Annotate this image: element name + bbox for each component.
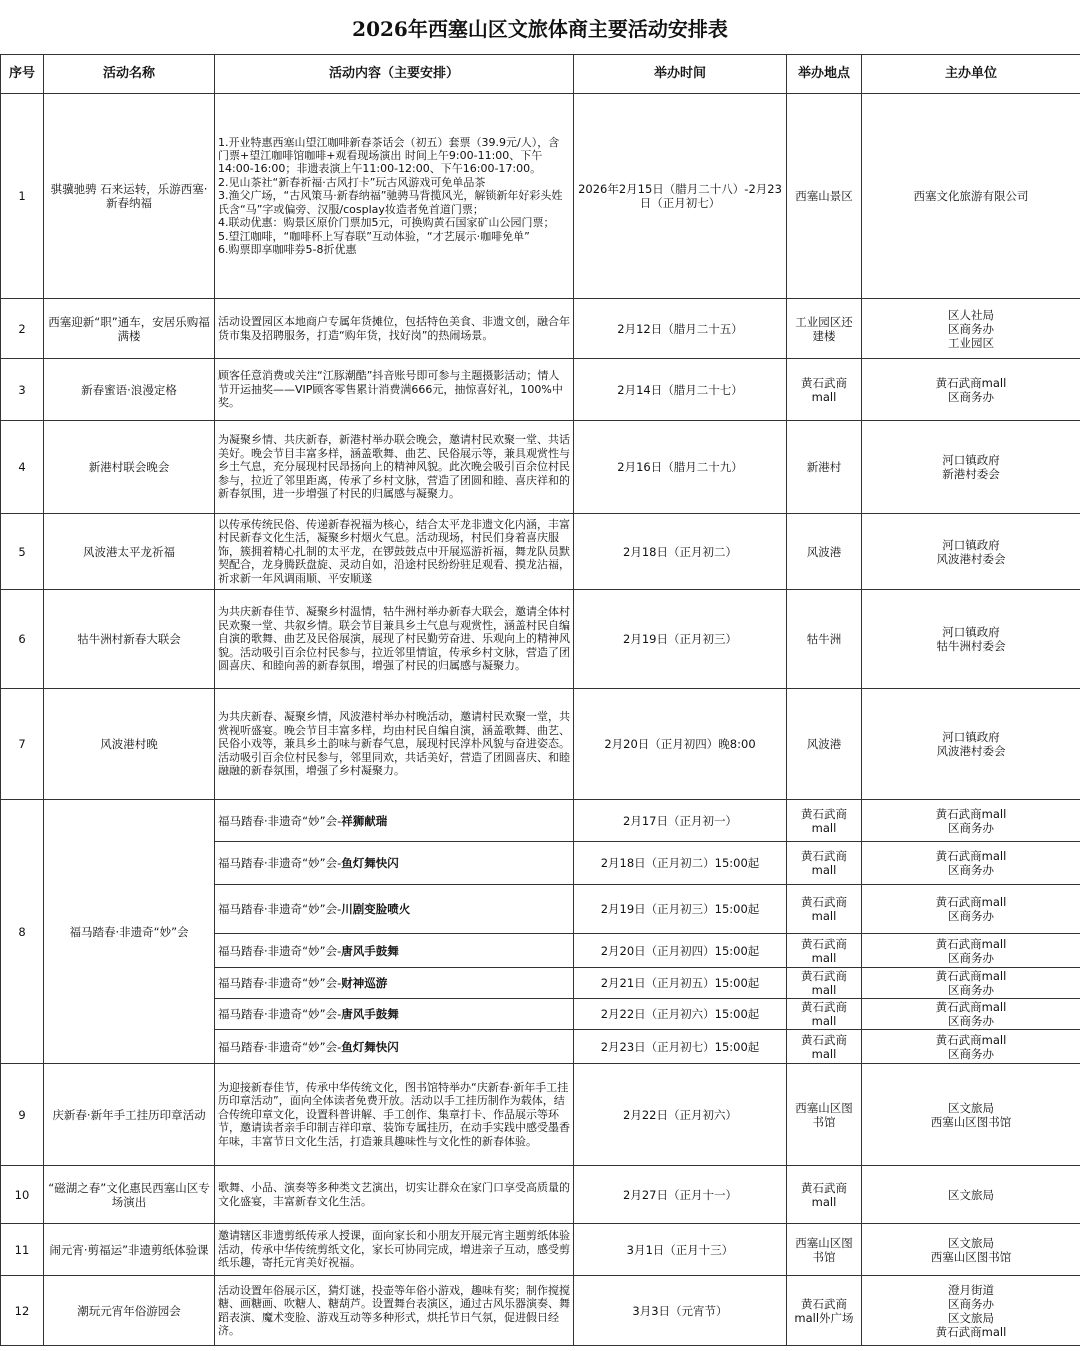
table-row	[1, 1276, 1080, 1346]
row-host: 黄石武商mall 区商务办	[862, 885, 1080, 934]
row-time: 2月19日（正月初三）15:00起	[574, 885, 787, 934]
row-name: 新港村联会晚会	[44, 421, 215, 514]
row-content: 为凝聚乡情、共庆新春，新港村举办联会晚会，邀请村民欢聚一堂、共话美好。晚会节目丰富多样，涵盖歌舞、曲艺、民俗展示等，兼具观赏性与乡土气息，充分展现村民昂扬向上的精神风貌。此次晚会吸引百余位村民参与，拉近了邻里距离，传承了乡村文脉，营造了团圆和睦、喜庆祥和的新春氛围，进一步增强了村民的归属感与凝聚力。	[215, 421, 574, 514]
row-time: 2月27日（正月十一）	[574, 1166, 787, 1224]
row-no: 9	[1, 1064, 44, 1166]
row-host: 黄石武商mall 区商务办	[862, 800, 1080, 842]
row-place: 黄石武商mall	[787, 999, 862, 1030]
header-place: 举办地点	[787, 55, 862, 94]
row-host: 河口镇政府 风波港村委会	[862, 514, 1080, 590]
row-name: 风波港太平龙祈福	[44, 514, 215, 590]
row-no: 2	[1, 299, 44, 359]
row-name: 福马踏春·非遗奇“妙”会	[44, 800, 215, 1064]
row-name: 闹元宵·剪福运”非遗剪纸体验课	[44, 1224, 215, 1276]
row-name: 西塞迎新“职”通车，安居乐购福满楼	[44, 299, 215, 359]
row-place: 黄石武商mall	[787, 842, 862, 885]
table-row	[1, 421, 1080, 514]
row-host: 黄石武商mall 区商务办	[862, 1030, 1080, 1064]
content-item: 川剧变脸喷火	[341, 902, 411, 916]
row-time: 2月21日（正月初五）15:00起	[574, 968, 787, 999]
row-no: 5	[1, 514, 44, 590]
row-content	[215, 1030, 574, 1064]
row-no: 4	[1, 421, 44, 514]
row-content: 1.开业特惠西塞山望江咖啡新春茶话会（初五）套票（39.9元/人），含门票+望江咖啡馆咖啡+观看现场演出 时间上午9:00-11:00、下午14:00-16:00；非遗表演上午11:00-12:00、下午16:00-17:00。 2.见山茶社“新春祈福·古风打卡”玩古风游戏可免单品茶 3.渔父广场，“古风策马·新春纳福”驰骋马背揽风光，解锁新年好彩头姓氏含“马”字或偏旁、汉服/cosplay妆造者免首道门票； 4.联动优惠：购景区原价门票加5元，可换购黄石国家矿山公园门票； 5.望江咖啡，“咖啡杯上写春联”互动体验，“才艺展示·咖啡免单” 6.购票即享咖啡券5-8折优惠	[215, 94, 574, 299]
row-content	[215, 842, 574, 885]
row-time: 2月19日（正月初三）	[574, 590, 787, 689]
row-host: 澄月街道 区商务办 区文旅局 黄石武商mall	[862, 1276, 1080, 1346]
table-row	[1, 800, 1080, 842]
header-host: 主办单位	[862, 55, 1080, 94]
row-time: 2月14日（腊月二十七）	[574, 359, 787, 421]
row-time: 3月3日（元宵节）	[574, 1276, 787, 1346]
row-content	[215, 999, 574, 1030]
row-content: 为共庆新春佳节、凝聚乡村温情，牯牛洲村举办新春大联会，邀请全体村民欢聚一堂、共叙乡情。联会节目兼具乡土气息与观赏性，涵盖村民自编自演的歌舞、曲艺及民俗展演，展现了村民勤劳奋进、乐观向上的精神风貌。活动吸引百余位村民参与，拉近邻里情谊，传承乡村文脉，营造了团圆喜庆、和睦向善的新春氛围，增强了村民的归属感与凝聚力。	[215, 590, 574, 689]
content-item: 唐风手鼓舞	[341, 943, 399, 958]
table-row	[1, 94, 1080, 299]
table-row	[1, 359, 1080, 421]
row-place: 风波港	[787, 689, 862, 800]
row-host: 河口镇政府 风波港村委会	[862, 689, 1080, 800]
row-no: 12	[1, 1276, 44, 1346]
content-prefix: 福马踏春·非遗奇“妙”会-	[218, 856, 342, 870]
row-host: 河口镇政府 牯牛洲村委会	[862, 590, 1080, 689]
table-header-row	[1, 55, 1080, 94]
row-name: 潮玩元宵年俗游园会	[44, 1276, 215, 1346]
row-no: 7	[1, 689, 44, 800]
content-prefix: 福马踏春·非遗奇“妙”会-	[218, 902, 342, 916]
row-place: 西塞山区图书馆	[787, 1224, 862, 1276]
table-row	[1, 1166, 1080, 1224]
row-no: 10	[1, 1166, 44, 1224]
table-row	[1, 514, 1080, 590]
row-no: 1	[1, 94, 44, 299]
activity-table	[0, 54, 1080, 1346]
row-time: 2月22日（正月初六）15:00起	[574, 999, 787, 1030]
row-content	[215, 885, 574, 934]
row-name: “磁湖之春”文化惠民西塞山区专场演出	[44, 1166, 215, 1224]
table-row	[1, 1224, 1080, 1276]
row-place: 黄石武商mall	[787, 1030, 862, 1064]
row-place: 风波港	[787, 514, 862, 590]
table-row	[1, 299, 1080, 359]
row-no: 8	[1, 800, 44, 1064]
row-content: 顾客任意消费或关注“江豚潮酷”抖音账号即可参与主题摄影活动；情人节开运抽奖——VIP顾客零售累计消费满666元，抽惊喜好礼，100%中奖。	[215, 359, 574, 421]
row-content	[215, 934, 574, 968]
row-host: 区文旅局	[862, 1166, 1080, 1224]
row-time: 2月17日（正月初一）	[574, 800, 787, 842]
row-name: 庆新春·新年手工挂历印章活动	[44, 1064, 215, 1166]
header-no: 序号	[1, 55, 44, 94]
row-host: 河口镇政府 新港村委会	[862, 421, 1080, 514]
row-place: 西塞山区图书馆	[787, 1064, 862, 1166]
row-time: 2月22日（正月初六）	[574, 1064, 787, 1166]
row-content	[215, 800, 574, 842]
row-no: 3	[1, 359, 44, 421]
row-host: 区文旅局 西塞山区图书馆	[862, 1064, 1080, 1166]
row-time: 2026年2月15日（腊月二十八）-2月23日（正月初七）	[574, 94, 787, 299]
row-time: 2月20日（正月初四）晚8:00	[574, 689, 787, 800]
row-time: 2月23日（正月初七）15:00起	[574, 1030, 787, 1064]
row-place: 黄石武商mall	[787, 885, 862, 934]
row-place: 黄石武商mall	[787, 968, 862, 999]
row-content: 为迎接新春佳节，传承中华传统文化，图书馆特举办“庆新春·新年手工挂历印章活动”，面向全体读者免费开放。活动以手工挂历制作为载体，结合传统印章文化，设置科普讲解、手工创作、集章打卡、作品展示等环节，邀请读者亲手印制吉祥印章、装饰专属挂历，在动手实践中感受墨香年味，丰富节日文化生活，打造兼具趣味性与文化性的新春体验。	[215, 1064, 574, 1166]
row-place: 黄石武商mall	[787, 800, 862, 842]
content-prefix: 福马踏春·非遗奇“妙”会-	[218, 976, 342, 990]
row-place: 工业园区还建楼	[787, 299, 862, 359]
content-item: 鱼灯舞快闪	[341, 1039, 399, 1054]
header-time: 举办时间	[574, 55, 787, 94]
row-place: 黄石武商mall	[787, 934, 862, 968]
content-item: 唐风手鼓舞	[341, 1007, 399, 1021]
table-row	[1, 1064, 1080, 1166]
row-host: 区人社局 区商务办 工业园区	[862, 299, 1080, 359]
row-place: 黄石武商mall	[787, 1166, 862, 1224]
row-time: 3月1日（正月十三）	[574, 1224, 787, 1276]
row-content: 活动设置园区本地商户专属年货摊位，包括特色美食、非遗文创，融合年货市集及招聘服务，打造“购年货，找好岗”的热闹场景。	[215, 299, 574, 359]
row-host: 黄石武商mall 区商务办	[862, 968, 1080, 999]
row-time: 2月20日（正月初四）15:00起	[574, 934, 787, 968]
row-time: 2月12日（腊月二十五）	[574, 299, 787, 359]
content-item: 财神巡游	[341, 976, 388, 990]
row-host: 黄石武商mall 区商务办	[862, 842, 1080, 885]
row-place: 黄石武商mall	[787, 359, 862, 421]
row-content: 活动设置年俗展示区，猜灯谜，投壶等年俗小游戏，趣味有奖；制作搅搅糖、画糖画、吹糖人、糖葫芦。设置舞台表演区，通过古风乐器演奏、舞蹈表演、魔术变脸、游戏互动等多种形式，烘托节日气氛，促进假日经济。	[215, 1276, 574, 1346]
row-host: 黄石武商mall 区商务办	[862, 999, 1080, 1030]
table-row	[1, 590, 1080, 689]
row-content: 为共庆新春、凝聚乡情，风波港村举办村晚活动，邀请村民欢聚一堂，共赏视听盛宴。晚会节目丰富多样，均由村民自编自演，涵盖歌舞、曲艺、民俗小戏等，兼具乡土韵味与新春气息，展现村民淳朴风貌与奋进姿态。活动吸引百余位村民参与，邻里同欢，共话美好，营造了团圆喜庆、和睦融融的新春氛围，增强了乡村凝聚力。	[215, 689, 574, 800]
row-no: 6	[1, 590, 44, 689]
page-title: 2026年西塞山区文旅体商主要活动安排表	[352, 16, 728, 41]
content-item: 鱼灯舞快闪	[341, 856, 399, 870]
row-place: 黄石武商mall外广场	[787, 1276, 862, 1346]
content-item: 祥狮献瑞	[341, 813, 388, 828]
row-host: 黄石武商mall 区商务办	[862, 359, 1080, 421]
content-prefix: 福马踏春·非遗奇“妙”会-	[218, 813, 342, 828]
row-time: 2月16日（腊月二十九）	[574, 421, 787, 514]
header-content: 活动内容（主要安排）	[215, 55, 574, 94]
content-prefix: 福马踏春·非遗奇“妙”会-	[218, 943, 342, 958]
content-prefix: 福马踏春·非遗奇“妙”会-	[218, 1007, 342, 1021]
row-place: 牯牛洲	[787, 590, 862, 689]
row-content: 以传承传统民俗、传递新春祝福为核心，结合太平龙非遗文化内涵，丰富村民新春文化生活，凝聚乡村烟火气息。活动现场，村民们身着喜庆服饰，簇拥着精心扎制的太平龙，在锣鼓鼓点中开展巡游祈福，舞龙队员默契配合，龙身腾跃盘旋、灵动自如，沿途村民纷纷驻足观看、摸龙沾福，祈求新一年风调雨顺、平安顺遂	[215, 514, 574, 590]
row-place: 西塞山景区	[787, 94, 862, 299]
table-row	[1, 689, 1080, 800]
row-content: 歌舞、小品、演奏等多种类文艺演出，切实让群众在家门口享受高质量的文化盛宴，丰富新春文化生活。	[215, 1166, 574, 1224]
header-name: 活动名称	[44, 55, 215, 94]
row-host: 区文旅局 西塞山区图书馆	[862, 1224, 1080, 1276]
row-name: 骐骥驰骋 石来运转，乐游西塞·新春纳福	[44, 94, 215, 299]
row-name: 牯牛洲村新春大联会	[44, 590, 215, 689]
row-name: 风波港村晚	[44, 689, 215, 800]
row-content	[215, 968, 574, 999]
row-host: 西塞文化旅游有限公司	[862, 94, 1080, 299]
row-time: 2月18日（正月初二）	[574, 514, 787, 590]
content-prefix: 福马踏春·非遗奇“妙”会-	[218, 1039, 342, 1054]
row-no: 11	[1, 1224, 44, 1276]
row-place: 新港村	[787, 421, 862, 514]
row-name: 新春蜜语·浪漫定格	[44, 359, 215, 421]
row-content: 邀请辖区非遗剪纸传承人授课，面向家长和小朋友开展元宵主题剪纸体验活动，传承中华传统剪纸文化，家长可协同完成，增进亲子互动，感受剪纸乐趣，寄托元宵美好祝福。	[215, 1224, 574, 1276]
row-host: 黄石武商mall 区商务办	[862, 934, 1080, 968]
row-time: 2月18日（正月初二）15:00起	[574, 842, 787, 885]
